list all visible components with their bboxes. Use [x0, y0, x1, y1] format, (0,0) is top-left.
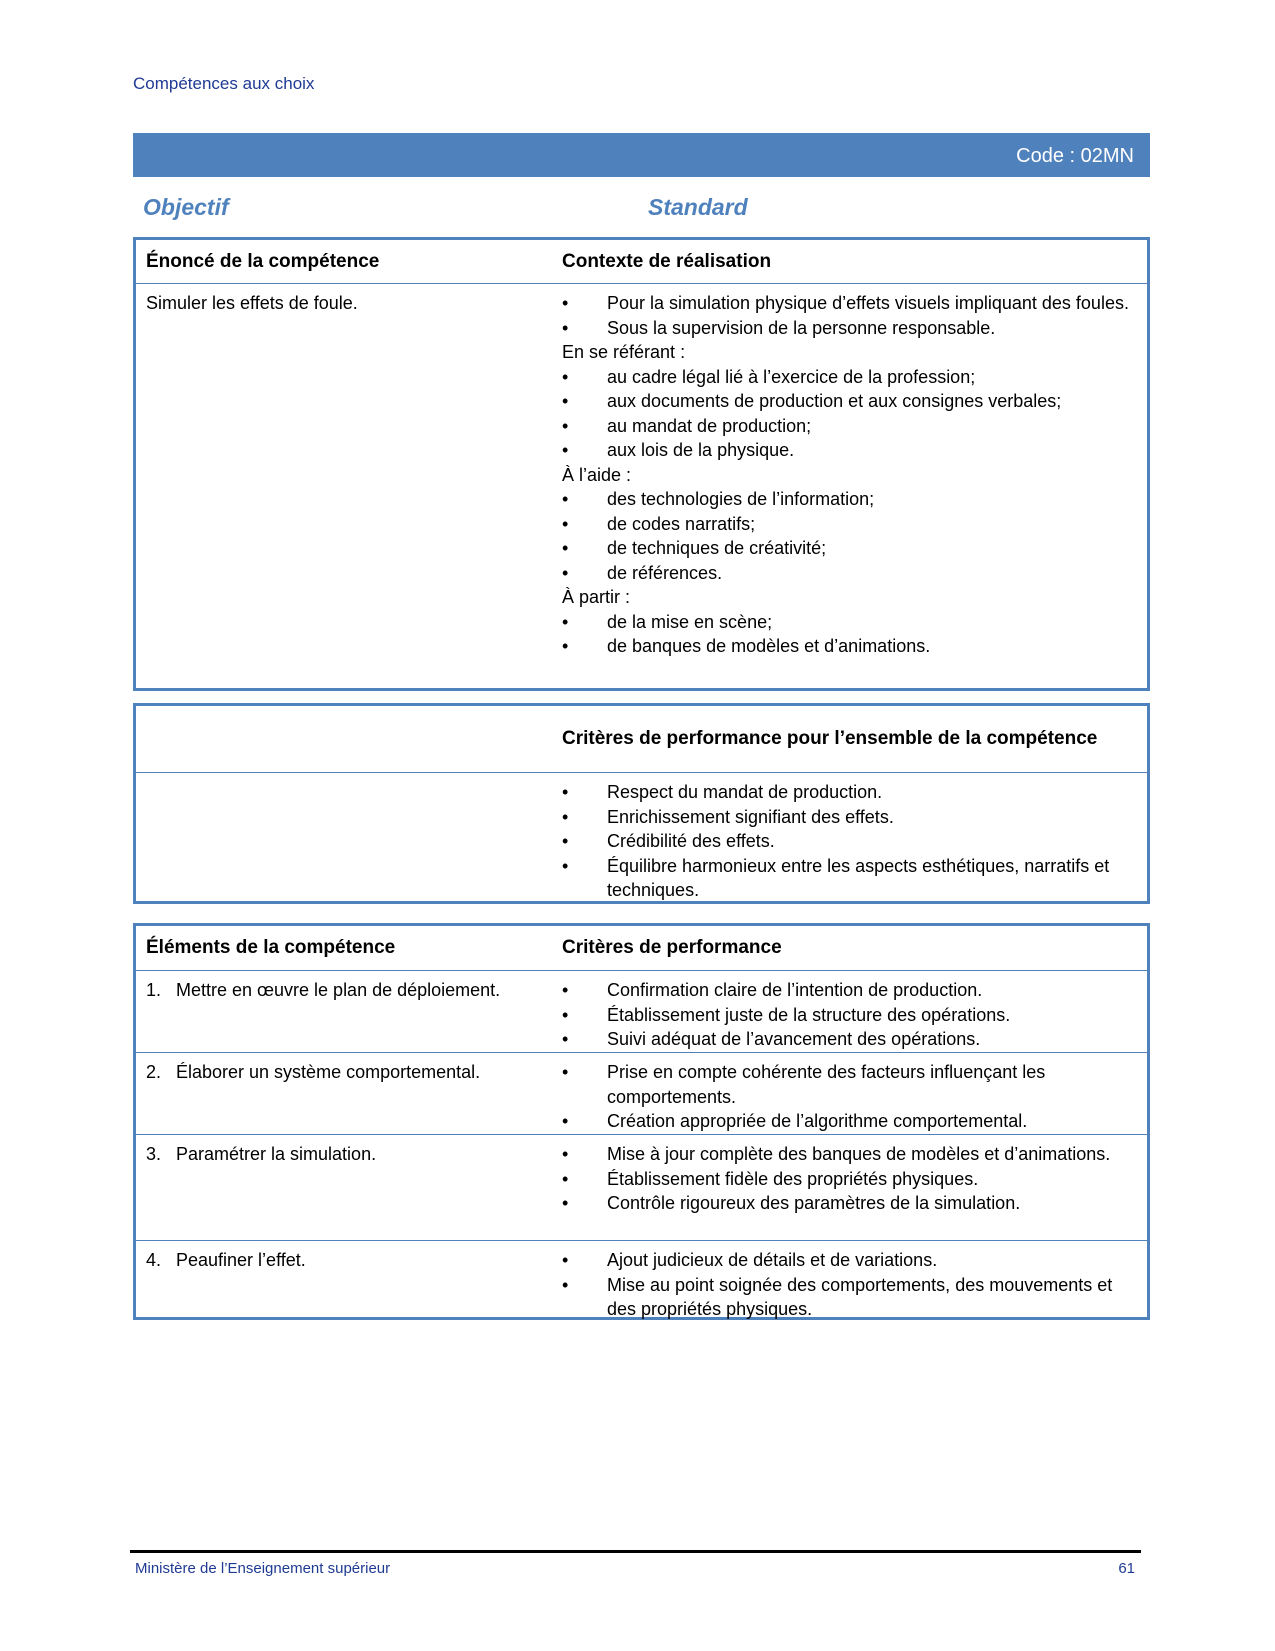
- element-text: [146, 1248, 562, 1273]
- global-criteria-header-row: [136, 706, 1147, 773]
- list-item: • Création appropriée de l’algorithme comportemental.: [562, 1109, 1139, 1134]
- list-item: • de références.: [562, 561, 1139, 586]
- list-item: • au cadre légal lié à l’exercice de la profession;: [562, 365, 1139, 390]
- element-number: 3.: [146, 1144, 162, 1164]
- element-text: [146, 1060, 562, 1085]
- criteria-list: [562, 1142, 1139, 1216]
- element-label: Élaborer un système comportemental.: [176, 1062, 481, 1082]
- competence-header-row: [136, 240, 1147, 284]
- element-cell: [136, 1248, 562, 1322]
- criteria-cell: [562, 978, 1147, 1052]
- elements-header: Éléments de la compétence: [146, 937, 396, 958]
- global-criteria-header: Critères de performance pour l’ensemble de la compétence: [562, 728, 1098, 749]
- list-item: • Établissement fidèle des propriétés physiques.: [562, 1167, 1139, 1192]
- elements-box: [133, 923, 1150, 1320]
- empty-cell: [136, 780, 562, 903]
- table-row: [136, 971, 1147, 1053]
- footer-rule: [130, 1550, 1141, 1553]
- criteria-list: [562, 1060, 1139, 1134]
- criteria-list: [562, 1248, 1139, 1322]
- list-item: • Établissement juste de la structure des opérations.: [562, 1003, 1139, 1028]
- global-criteria-content-row: [136, 773, 1147, 903]
- objectif-label: Objectif: [143, 194, 229, 220]
- context-header: Contexte de réalisation: [562, 250, 772, 272]
- list-item: • de techniques de créativité;: [562, 536, 1139, 561]
- table-row: [136, 1053, 1147, 1135]
- table-row: [136, 1241, 1147, 1322]
- element-cell: [136, 1060, 562, 1134]
- page-number: 61: [1118, 1560, 1135, 1577]
- element-cell: [136, 1142, 562, 1240]
- list-item: • Ajout judicieux de détails et de variations.: [562, 1248, 1139, 1273]
- list-item: • des technologies de l’information;: [562, 487, 1139, 512]
- context-list-partir: [562, 610, 1139, 659]
- table-row: [136, 1135, 1147, 1241]
- element-number: 4.: [146, 1250, 162, 1270]
- global-criteria-content: [562, 780, 1147, 903]
- code-text: [1016, 145, 1134, 168]
- element-number: 1.: [146, 980, 162, 1000]
- element-label: Mettre en œuvre le plan de déploiement.: [176, 980, 501, 1000]
- context-content: [562, 291, 1147, 659]
- global-criteria-list: [562, 780, 1139, 903]
- context-list-ref: [562, 365, 1139, 463]
- running-head: Compétences aux choix: [133, 74, 315, 93]
- list-item: • aux lois de la physique.: [562, 438, 1139, 463]
- list-item: • Enrichissement signifiant des effets.: [562, 805, 1139, 830]
- partir-label: À partir :: [562, 587, 631, 607]
- list-item: • Respect du mandat de production.: [562, 780, 1139, 805]
- competence-statement: Simuler les effets de foule.: [146, 293, 358, 313]
- list-item: • au mandat de production;: [562, 414, 1139, 439]
- context-list-aide: [562, 487, 1139, 585]
- criteria-cell: [562, 1060, 1147, 1134]
- competence-statement-header: Énoncé de la compétence: [146, 250, 380, 272]
- list-item: • Confirmation claire de l’intention de production.: [562, 978, 1139, 1003]
- list-item: • Équilibre harmonieux entre les aspects esthétiques, narratifs et techniques.: [562, 854, 1139, 903]
- competence-box: [133, 237, 1150, 691]
- context-list-main: [562, 291, 1139, 340]
- element-label: Peaufiner l’effet.: [176, 1250, 306, 1270]
- elements-header-row: [136, 926, 1147, 971]
- list-item: • Pour la simulation physique d’effets visuels impliquant des foules.: [562, 291, 1139, 316]
- list-item: • Prise en compte cohérente des facteurs influençant les comportements.: [562, 1060, 1139, 1109]
- criteria-cell: [562, 1142, 1147, 1240]
- criteria-list: [562, 978, 1139, 1052]
- list-item: • Crédibilité des effets.: [562, 829, 1139, 854]
- aide-label: À l’aide :: [562, 464, 632, 485]
- competence-content-row: [136, 284, 1147, 659]
- global-criteria-box: [133, 703, 1150, 904]
- code-value: 02MN: [1080, 145, 1134, 167]
- list-item: • de banques de modèles et d’animations.: [562, 634, 1139, 659]
- list-item: • Sous la supervision de la personne responsable.: [562, 316, 1139, 341]
- element-cell: [136, 978, 562, 1052]
- list-item: • aux documents de production et aux consignes verbales;: [562, 389, 1139, 414]
- element-label: Paramétrer la simulation.: [176, 1144, 377, 1164]
- footer-ministry: Ministère de l’Enseignement supérieur: [135, 1560, 391, 1577]
- list-item: • de la mise en scène;: [562, 610, 1139, 635]
- criteria-header: Critères de performance: [562, 937, 782, 958]
- code-bar: [133, 133, 1150, 177]
- criteria-cell: [562, 1248, 1147, 1322]
- ref-label: En se référant :: [562, 342, 686, 362]
- code-label: Code :: [1016, 145, 1076, 167]
- element-number: 2.: [146, 1062, 162, 1082]
- standard-label: Standard: [648, 194, 748, 220]
- list-item: • Mise au point soignée des comportements, des mouvements et des propriétés physiques.: [562, 1273, 1139, 1322]
- list-item: • Mise à jour complète des banques de modèles et d’animations.: [562, 1142, 1139, 1167]
- list-item: • Suivi adéquat de l’avancement des opérations.: [562, 1027, 1139, 1052]
- list-item: • de codes narratifs;: [562, 512, 1139, 537]
- element-text: [146, 978, 562, 1003]
- element-text: [146, 1142, 562, 1167]
- list-item: • Contrôle rigoureux des paramètres de la simulation.: [562, 1191, 1139, 1216]
